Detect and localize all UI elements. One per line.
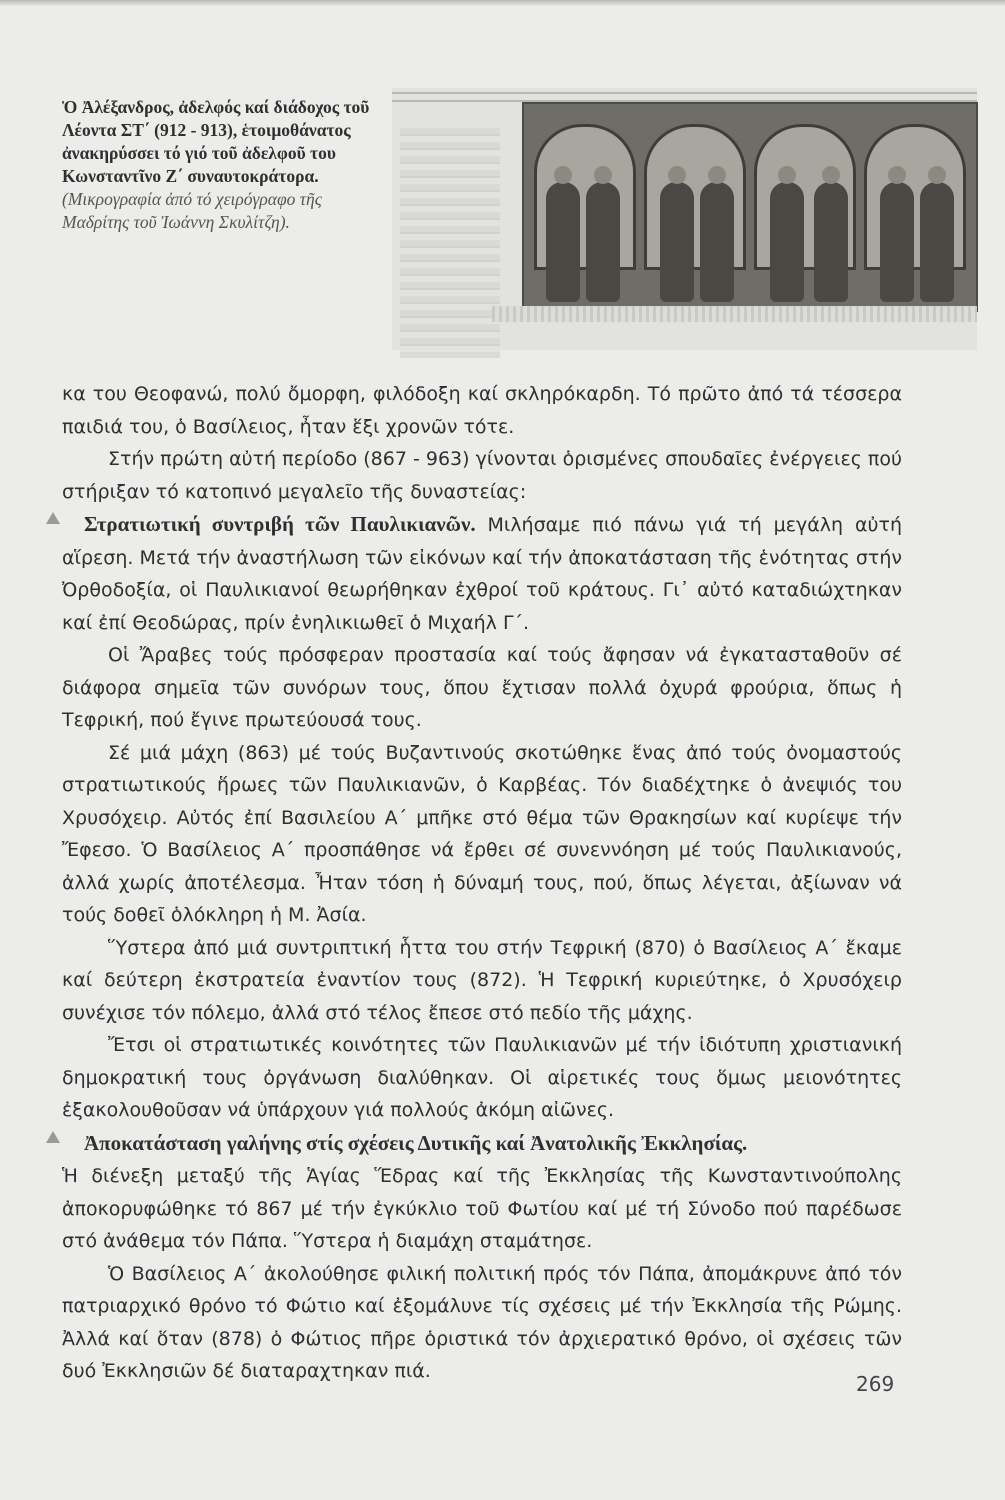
figure [814,182,848,302]
figure-caption [62,96,382,234]
page-number: 269 [856,1372,895,1396]
triangle-bullet-icon [46,1131,60,1143]
paragraph: Σέ μιά μάχη (863) μέ τούς Βυζαντινούς σκοτώθηκε ἕνας ἀπό τούς ὀνομαστούς στρατιωτικούς ἥρωες τῶν Παυλικιανῶν, ὁ Καρβέας. Τόν διαδέχτηκε ὁ ἀνεψιός του Χρυσόχειρ. Αὐτός ἐπί Βασιλείου Α΄ μπῆκε στό θέμα τῶν Θρακησίων καί κυρίεψε τήν Ἔφεσο. Ὁ Βασίλειος Α΄ προσπάθησε νά ἔρθει σέ συνεννόηση μέ τούς Παυλικιανούς, ἀλλά χωρίς ἀποτέλεσμα. Ἦταν τόση ἡ δύναμή τους, πού, ὅπως λέγεται, ἀξίωναν νά τούς δοθεῖ ὁλόκληρη ἡ Μ. Ἀσία. [62,741,902,926]
paragraph: Οἱ Ἄραβες τούς πρόσφεραν προστασία καί τούς ἄφησαν νά ἐγκατασταθοῦν σέ διάφορα σημεῖα τῶν συνόρων τους, ὅπου ἔχτισαν πολλά ὀχυρά φρούρια, ὅπως ἡ Τεφρική, πού ἔγινε πρωτεύουσά τους. [62,644,902,731]
figure [880,182,914,302]
paragraph: Ἔτσι οἱ στρατιωτικές κοινότητες τῶν Παυλικιανῶν μέ τήν ἰδιότυπη χριστιανική δημοκρατική τους ὀργάνωση διαλύθηκαν. Οἱ αἱρετικές τους ὅμως μειονότητες ἐξακολουθοῦσαν νά ὑπάρχουν γιά πολλούς ἀκόμη αἰῶνες. [62,1034,902,1121]
figure [770,182,804,302]
paragraph: Ὕστερα ἀπό μιά συντριπτική ἧττα του στήν Τεφρική (870) ὁ Βασίλειος Α΄ ἔκαμε καί δεύτερη ἐκστρατεία ἐναντίον τους (872). Ἡ Τεφρική κυριεύτηκε, ὁ Χρυσόχειρ συνέχισε τόν πόλεμο, ἀλλά στό τέλος ἔπεσε στό πεδίο τῆς μάχης. [62,936,902,1024]
section-heading: Στρατιωτική συντριβή τῶν Παυλικιανῶν. [84,512,476,536]
manuscript-bottom-text [492,306,977,322]
section-heading: Ἀποκατάσταση γαλήνης στίς σχέσεις Δυτικῆς καί Ἀνατολικῆς Ἐκκλησίας. [84,1130,748,1155]
caption-source: (Μικρογραφία ἀπό τό χειρόγραφο τῆς Μαδρίτης τοῦ Ἰωάννη Σκυλίτζη). [62,189,322,232]
manuscript-miniature-image [392,88,977,350]
triangle-bullet-icon [46,512,60,524]
section-church-relations [62,1127,902,1161]
figure [920,182,954,302]
miniature-scene [522,102,978,312]
figure [586,182,620,302]
figure [700,182,734,302]
body-text [62,378,902,1388]
paragraph: Ὁ Βασίλειος Α΄ ἀκολούθησε φιλική πολιτική πρός τόν Πάπα, ἀπομάκρυνε ἀπό τόν πατριαρχικό θρόνο τό Φώτιο καί ἐξομάλυνε τίς σχέσεις μέ τήν Ἐκκλησία τῆς Ρώμης. Ἀλλά καί ὅταν (878) ὁ Φώτιος πῆρε ὁριστικά τόν ἀρχιερατικό θρόνο, οἱ σχέσεις τῶν δυό Ἐκκλησιῶν δέ διαταραχτηκαν πιά. [62,1262,902,1382]
section-text: Μιλήσαμε πιό πάνω γιά τή μεγάλη αὐτή αἵρεση. Μετά τήν ἀναστήλωση τῶν εἰκόνων καί τήν ἀποκατάσταση τῆς ἑνότητας στήν Ὀρθοδοξία, οἱ Παυλικιανοί θεωρήθηκαν ἐχθροί τοῦ κράτους. Γι᾽ αὐτό καταδιώχτηκαν καί ἐπί Θεοδώρας, πρίν ἐνηλικιωθεῖ ὁ Μιχαήλ Γ΄. [62,514,902,634]
section-text: Ἡ διένεξη μεταξύ τῆς Ἁγίας Ἕδρας καί τῆς Ἐκκλησίας τῆς Κωνσταντινούπολης ἀποκορυφώθηκε τό 867 μέ τήν ἐγκύκλιο τοῦ Φωτίου καί μέ τή Σύνοδο πού παρέδωσε στό ἀνάθεμα τόν Πάπα. Ὕστερα ἡ διαμάχη σταμάτησε. [62,1165,902,1252]
manuscript-script-column [400,128,500,358]
manuscript-text-line [392,92,977,94]
paragraph: Στήν πρώτη αὐτή περίοδο (867 - 963) γίνονται ὁρισμένες σπουδαῖες ἐνέργειες πού στήριξαν τό κατοπινό μεγαλεῖο τῆς δυναστείας: [62,448,902,503]
paragraph: κα του Θεοφανώ, πολύ ὄμορφη, φιλόδοξη καί σκληρόκαρδη. Τό πρῶτο ἀπό τά τέσσερα παιδιά του, ὁ Βασίλειος, ἦταν ἕξι χρονῶν τότε. [62,383,902,438]
page-top-edge [0,0,1005,6]
section-paulicians [62,508,902,639]
figure [546,182,580,302]
caption-main: Ὁ Ἀλέξανδρος, ἀδελφός καί διάδοχος τοῦ Λέοντα ΣΤ΄ (912 - 913), ἑτοιμοθάνατος ἀνακηρύσσει τό γιό τοῦ ἀδελφοῦ του Κωνσταντῖνο Ζ΄ συναυτοκράτορα. [62,97,370,186]
figure [660,182,694,302]
